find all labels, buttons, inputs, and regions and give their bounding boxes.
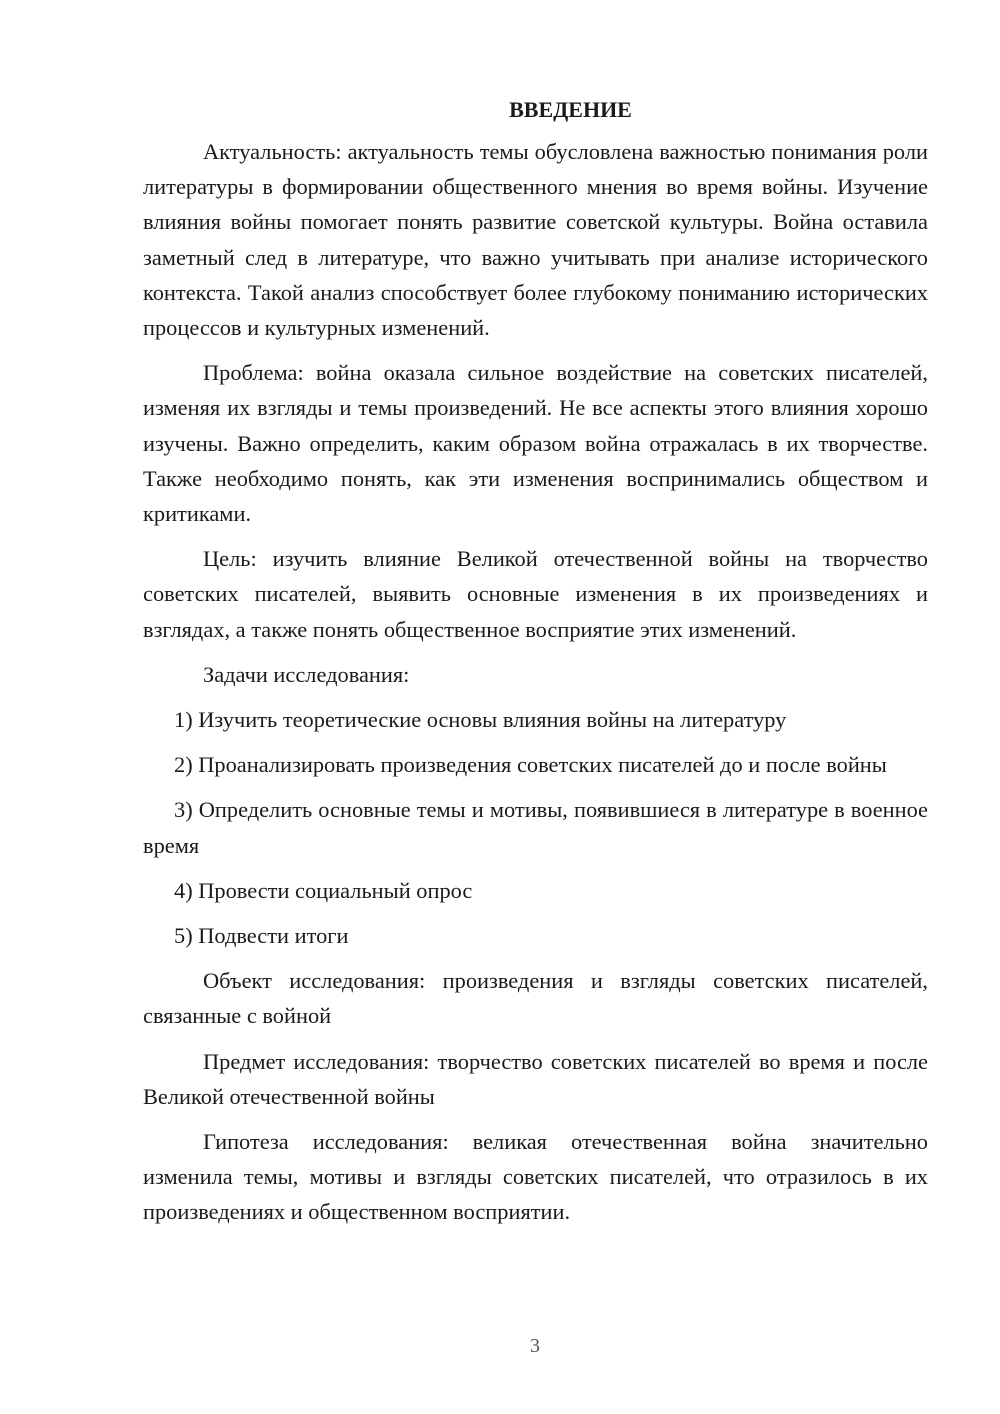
paragraph-object: Объект исследования: произведения и взгляды советских писателей, связанные с войной <box>143 968 928 1029</box>
page-title: ВВЕДЕНИЕ <box>509 97 632 122</box>
paragraph-hypothesis: Гипотеза исследования: великая отечественная война значительно изменила темы, мотивы и взгляды советских писателей, что отразилось в их произведениях и общественном восприятии. <box>143 1129 928 1225</box>
list-item: 4) Провести социальный опрос <box>174 877 473 903</box>
paragraph-tasks-heading: Задачи исследования: <box>203 661 410 687</box>
list-item: 2) Проанализировать произведения советских писателей до и после войны <box>174 752 887 778</box>
page-number: 3 <box>530 1335 540 1357</box>
list-item: 5) Подвести итоги <box>174 923 349 949</box>
paragraph-subject: Предмет исследования: творчество советских писателей во время и после Великой отечественной войны <box>143 1048 928 1109</box>
paragraph-problem: Проблема: война оказала сильное воздействие на советских писателей, изменяя их взгляды и темы произведений. Не все аспекты этого влияния хорошо изучены. Важно определить, каким образом война отражалась в их творчестве. Также необходимо понять, как эти изменения воспринимались обществом и критиками. <box>143 360 928 527</box>
paragraph-relevance: Актуальность: актуальность темы обусловлена важностью понимания роли литературы в формировании общественного мнения во время войны. Изучение влияния войны помогает понять развитие советской культуры. Война оставила заметный след в литературе, что важно учитывать при анализе исторического контекста. Такой анализ способствует более глубокому пониманию исторических процессов и культурных изменений. <box>143 139 928 341</box>
list-item: 1) Изучить теоретические основы влияния войны на литературу <box>174 707 787 733</box>
paragraph-goal: Цель: изучить влияние Великой отечественной войны на творчество советских писателей, выявить основные изменения в их произведениях и взглядах, а также понять общественное восприятие этих изменений. <box>143 546 928 642</box>
list-item: 3) Определить основные темы и мотивы, появившиеся в литературе в военное время <box>143 797 928 858</box>
